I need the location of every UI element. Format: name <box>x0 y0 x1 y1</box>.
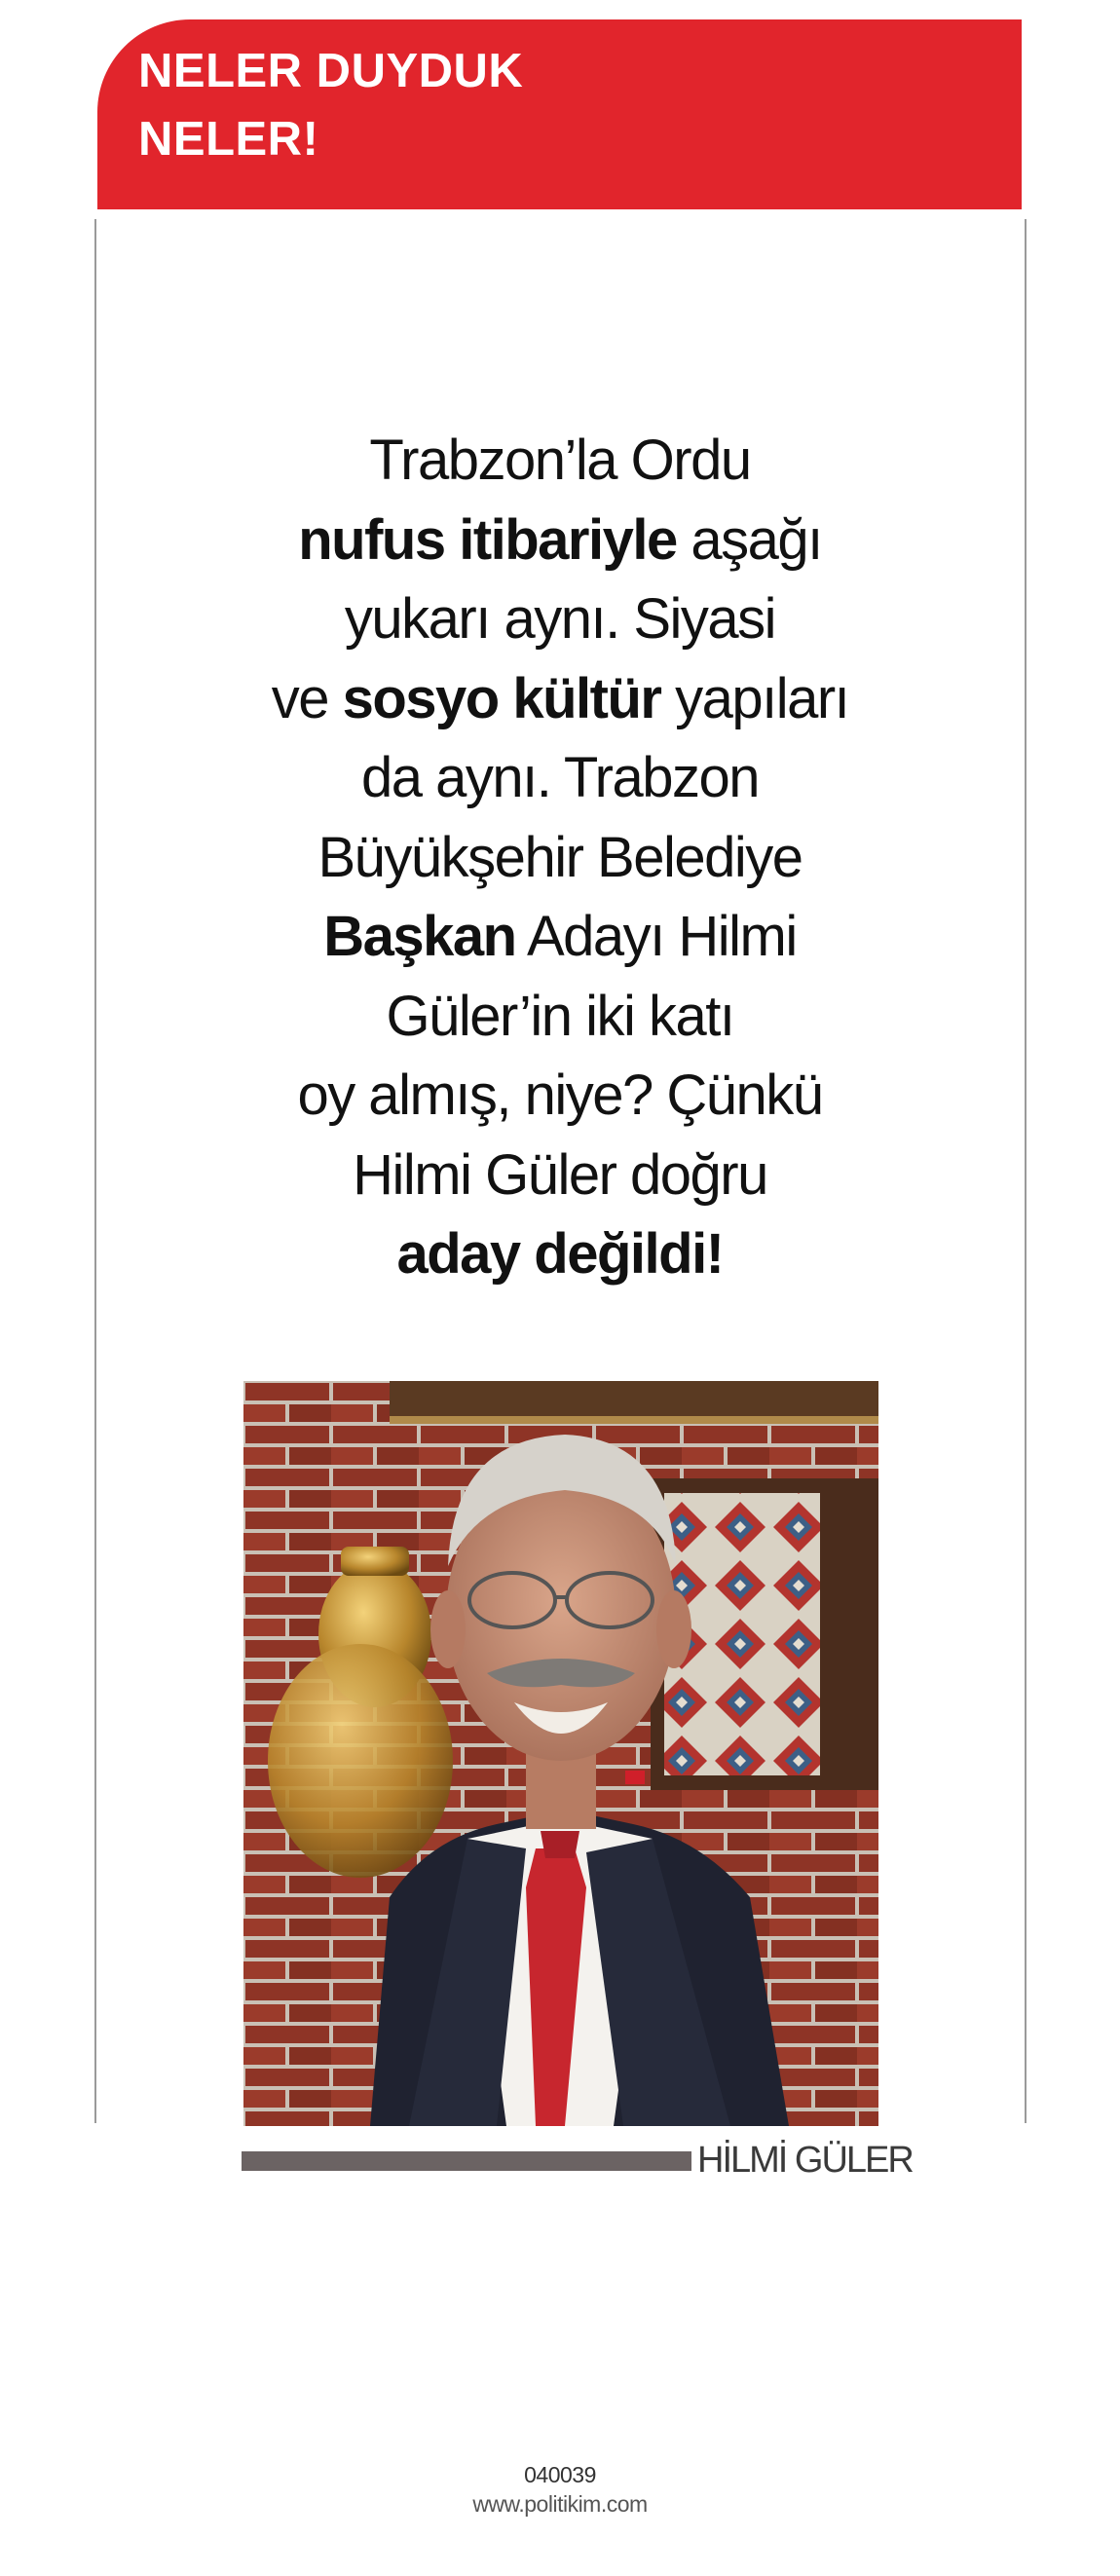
portrait-photo <box>243 1381 878 2126</box>
quote-segment: da aynı. Trabzon <box>360 746 760 809</box>
footer-website: www.politikim.com <box>472 2491 648 2517</box>
quote-segment: yapıları <box>660 666 849 730</box>
quote-segment: Adayı Hilmi <box>515 905 797 968</box>
header-title <box>138 37 523 173</box>
quote-line-3 <box>195 579 925 659</box>
quote-segment: Büyükşehir Belediye <box>317 825 803 889</box>
quote-emphasis: nufus itibariyle <box>298 507 677 572</box>
quote-line-5 <box>195 738 925 818</box>
caption-bar <box>242 2151 691 2171</box>
frame-left-border <box>94 219 96 2123</box>
quote-segment: Güler’in iki katı <box>386 984 734 1048</box>
footer-code: 040039 <box>524 2462 596 2487</box>
quote-line-2 <box>195 501 925 580</box>
quote-line-10 <box>195 1136 925 1215</box>
header-title-line-1: NELER DUYDUK <box>138 45 524 97</box>
quote-emphasis: aday değildi! <box>396 1222 724 1286</box>
quote-segment: ve <box>271 666 343 730</box>
quote-segment: yukarı aynı. Siyasi <box>344 587 776 651</box>
quote-segment: Hilmi Güler doğru <box>353 1142 767 1207</box>
quote-line-1 <box>195 421 925 501</box>
quote-line-9 <box>195 1056 925 1136</box>
header-title-line-2: NELER! <box>138 113 319 166</box>
quote-line-4 <box>195 659 925 739</box>
quote-text <box>195 421 925 1294</box>
quote-segment: aşağı <box>676 507 822 572</box>
photo-caption: HİLMİ GÜLER <box>697 2140 913 2181</box>
quote-line-7 <box>195 897 925 977</box>
quote-emphasis: Başkan <box>323 905 516 968</box>
quote-segment: Trabzon’la Ordu <box>369 429 751 492</box>
quote-segment: oy almış, niye? Çünkü <box>297 1064 823 1127</box>
quote-line-11 <box>195 1214 925 1294</box>
quote-line-6 <box>195 818 925 898</box>
portrait-illustration <box>243 1381 878 2126</box>
quote-emphasis: sosyo kültür <box>342 666 661 730</box>
frame-right-border <box>1025 219 1027 2123</box>
quote-line-8 <box>195 977 925 1057</box>
